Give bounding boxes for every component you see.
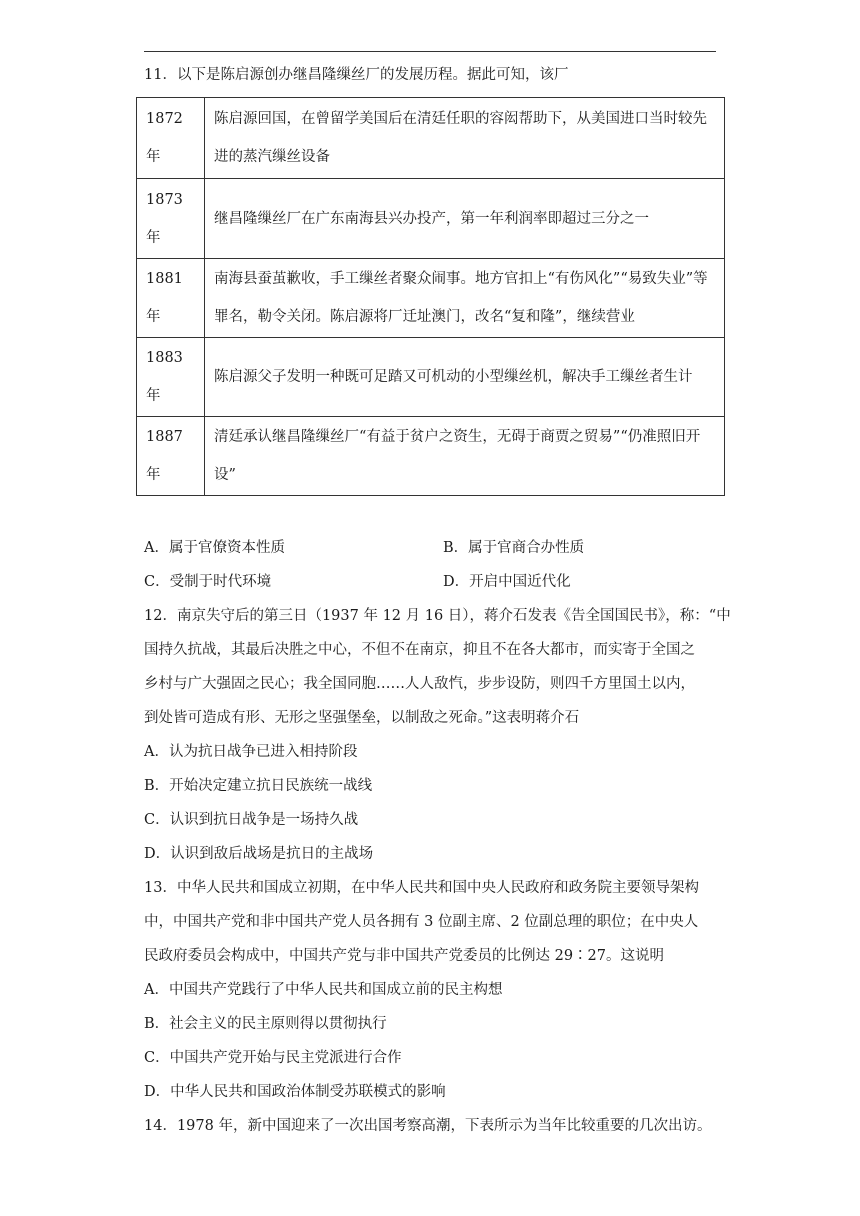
event-text: 南海县蚕茧歉收，手工缫丝者聚众闹事。地方官扣上“有伤风化”“易致失业”等 (214, 271, 708, 287)
q14-stem: 14．1978 年，新中国迎来了一次出国考察高潮，下表所示为当年比较重要的几次出访。 (144, 1118, 712, 1134)
q12-option-d[interactable]: D．认识到敌后战场是抗日的主战场 (144, 846, 374, 862)
table-row (137, 417, 725, 496)
event-cell (205, 179, 725, 259)
event-text: 陈启源父子发明一种既可足踏又可机动的小型缫丝机，解决手工缫丝者生计 (214, 369, 693, 385)
q12-stem-line: 国持久抗战，其最后决胜之中心，不但不在南京，抑且不在各大都市，而实寄于全国之 (144, 642, 695, 658)
event-text: 陈启源回国，在曾留学美国后在清廷任职的容闳帮助下，从美国进口当时较先 (214, 111, 707, 127)
event-cell (205, 98, 725, 179)
q11-timeline-table (136, 97, 725, 496)
table-row (137, 338, 725, 417)
q13-stem-line: 13．中华人民共和国成立初期，在中华人民共和国中央人民政府和政务院主要领导架构 (144, 880, 699, 896)
q11-option-c[interactable]: C．受制于时代环境 (144, 574, 272, 590)
q12-stem-line: 到处皆可造成有形、无形之坚强堡垒，以制敌之死命。”这表明蒋介石 (144, 710, 580, 726)
q12-option-a[interactable]: A．认为抗日战争已进入相持阶段 (144, 744, 358, 760)
q13-option-d[interactable]: D．中华人民共和国政治体制受苏联模式的影响 (144, 1084, 446, 1100)
year-number: 1887 (146, 429, 183, 445)
q13-option-a[interactable]: A．中国共产党践行了中华人民共和国成立前的民主构想 (144, 982, 503, 998)
year-number: 1873 (146, 191, 183, 208)
event-cell (205, 417, 725, 496)
event-text: 设” (214, 467, 236, 483)
q12-option-c[interactable]: C．认识到抗日战争是一场持久战 (144, 812, 359, 828)
year-unit: 年 (146, 467, 161, 483)
year-cell (137, 338, 205, 417)
q12-stem-line: 乡村与广大强固之民心；我全国同胞……人人敌忾，步步设防，则四千方里国土以内， (144, 676, 695, 692)
q12-stem-line: 12．南京失守后的第三日（1937 年 12 月 16 日），蒋介石发表《告全国国民书》，称：“中 (144, 608, 731, 624)
year-number: 1883 (146, 350, 183, 366)
event-text: 进的蒸汽缫丝设备 (214, 149, 330, 165)
event-cell (205, 338, 725, 417)
q13-option-b[interactable]: B．社会主义的民主原则得以贯彻执行 (144, 1016, 387, 1032)
q11-option-b[interactable]: B．属于官商合办性质 (443, 540, 585, 556)
table-row (137, 179, 725, 259)
q12-option-b[interactable]: B．开始决定建立抗日民族统一战线 (144, 778, 373, 794)
year-cell (137, 259, 205, 338)
q13-stem-line: 民政府委员会构成中，中国共产党与非中国共产党委员的比例达 29∶27。这说明 (144, 948, 665, 964)
q11-option-a[interactable]: A．属于官僚资本性质 (144, 540, 285, 556)
year-unit: 年 (146, 149, 161, 165)
q13-option-c[interactable]: C．中国共产党开始与民主党派进行合作 (144, 1050, 402, 1066)
year-cell (137, 179, 205, 259)
q13-stem-line: 中，中国共产党和非中国共产党人员各拥有 3 位副主席、2 位副总理的职位；在中央人 (144, 914, 699, 930)
header-rule (144, 51, 716, 52)
table-row (137, 98, 725, 179)
event-text: 罪名，勒令关闭。陈启源将厂迁址澳门，改名“复和隆”，继续营业 (214, 309, 635, 325)
table-row (137, 259, 725, 338)
event-text: 继昌隆缫丝厂在广东南海县兴办投产，第一年利润率即超过三分之一 (214, 210, 649, 227)
event-text: 清廷承认继昌隆缫丝厂“有益于贫户之资生，无碍于商贾之贸易”“仍准照旧开 (214, 429, 701, 445)
year-number: 1872 (146, 111, 183, 127)
q11-stem: 11．以下是陈启源创办继昌隆缫丝厂的发展历程。据此可知，该厂 (144, 67, 569, 83)
q11-option-d[interactable]: D．开启中国近代化 (443, 574, 571, 590)
year-cell (137, 98, 205, 179)
year-unit: 年 (146, 309, 161, 325)
year-number: 1881 (146, 271, 183, 287)
year-cell (137, 417, 205, 496)
event-cell (205, 259, 725, 338)
year-unit: 年 (146, 229, 161, 246)
year-unit: 年 (146, 388, 161, 404)
